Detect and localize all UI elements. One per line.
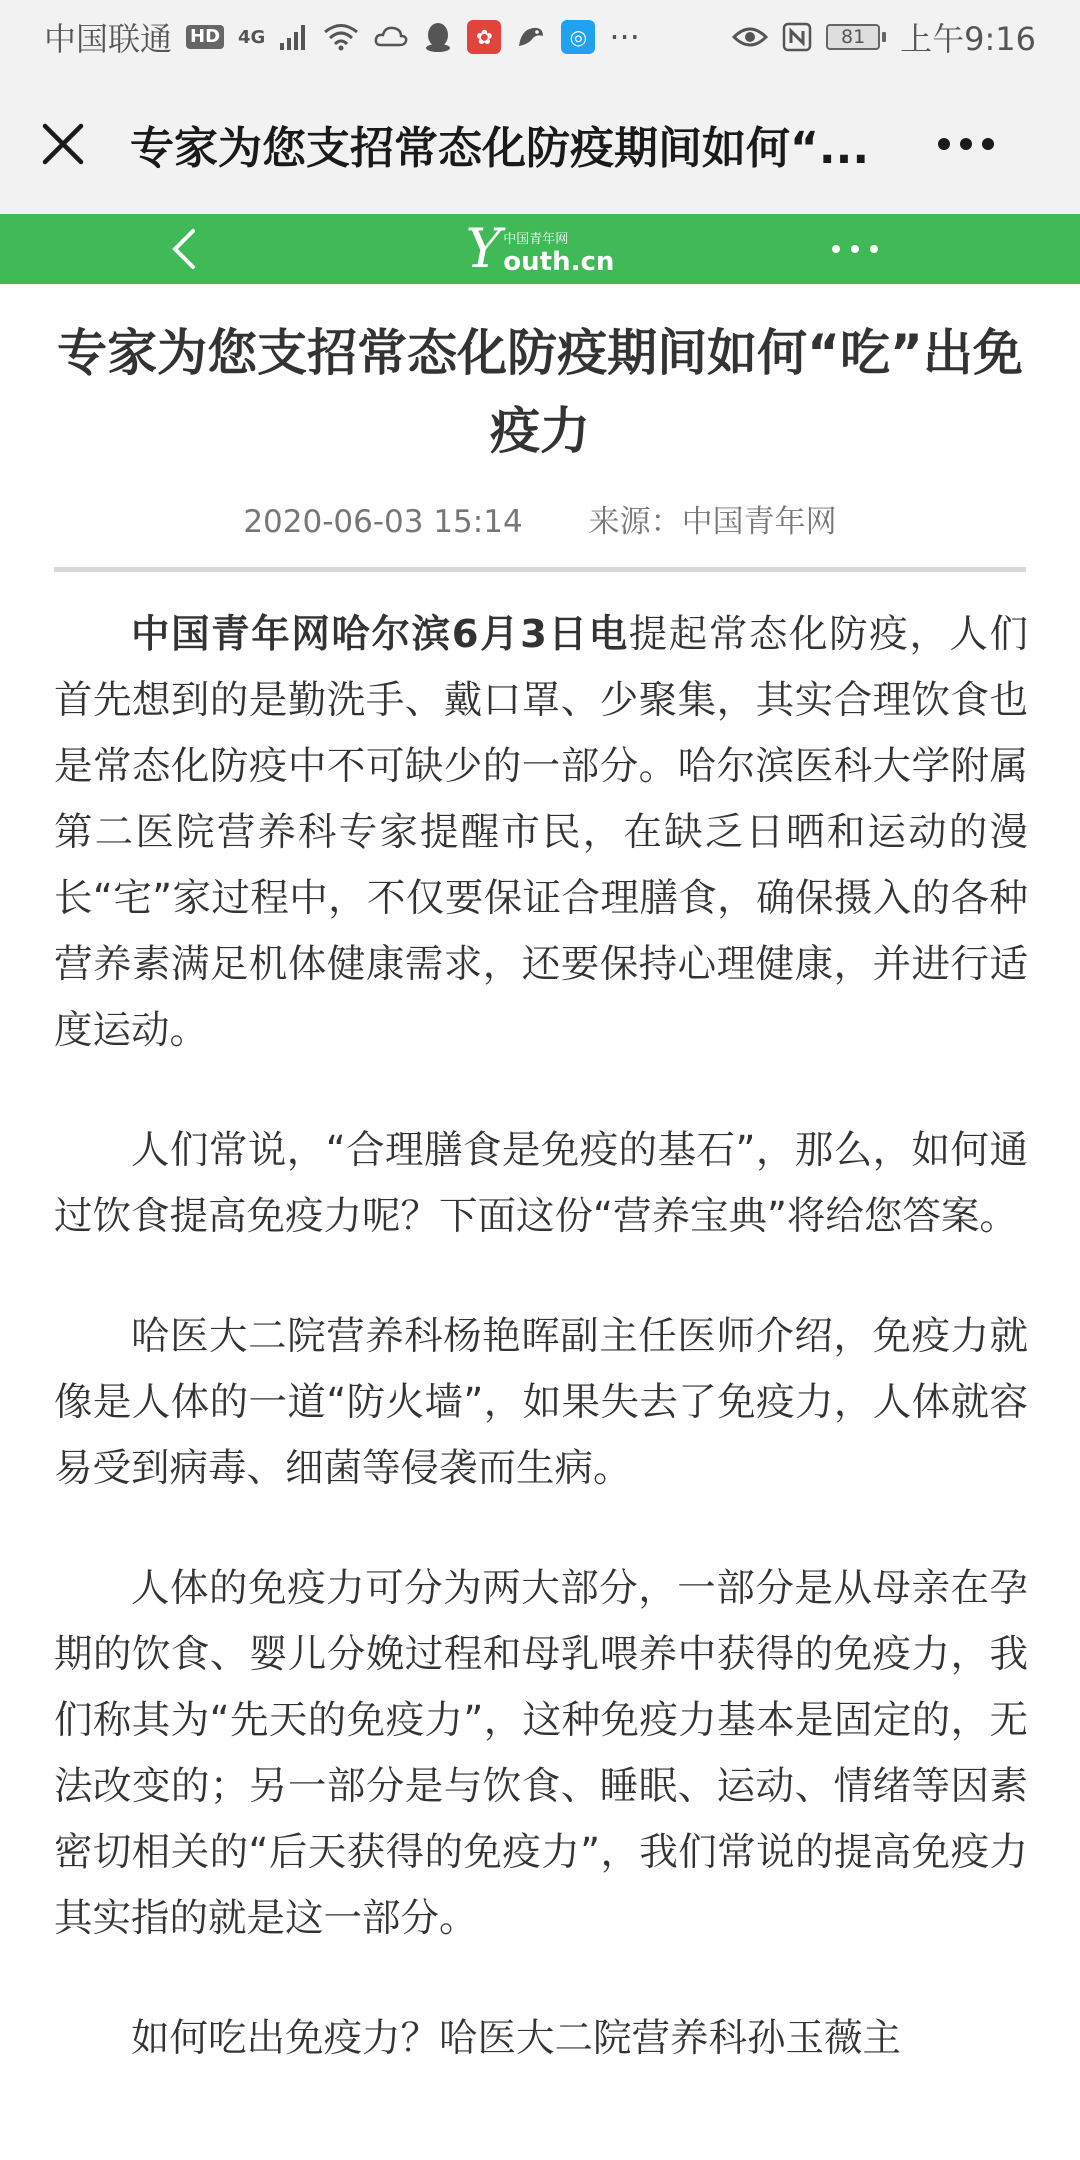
paragraph (54, 1556, 1028, 1952)
wifi-icon (323, 23, 359, 51)
carrier-name: 中国联通 (44, 20, 173, 58)
site-header (0, 214, 1080, 284)
chevron-left-icon (169, 227, 197, 271)
title-bar (0, 74, 1080, 214)
status-left (44, 14, 640, 60)
divider (54, 567, 1026, 572)
logo-letter: Y (465, 217, 502, 280)
eye-icon (732, 25, 768, 49)
signal-icon (279, 23, 309, 51)
paragraph-text: 人体的免疫力可分为两大部分，一部分是从母亲在孕期的饮食、婴儿分娩过程和母乳喂养中获得的免疫力，我们称其为“先天的免疫力”，这种免疫力基本是固定的，无法改变的；另一部分是与饮食、睡眠、运动、情绪等因素密切相关的“后天获得的免疫力”，我们常说的提高免疫力其实指的就是这一部分。 (54, 1566, 1028, 1941)
blue-app-icon: ◎ (561, 20, 595, 54)
paragraph-text: 提起常态化防疫，人们首先想到的是勤洗手、戴口罩、少聚集，其实合理饮食也是常态化防疫中不可缺少的一部分。哈尔滨医科大学附属第二医院营养科专家提醒市民，在缺乏日晒和运动的漫长“宅”家过程中，不仅要保证合理膳食，确保摄入的各种营养素满足机体健康需求，还要保持心理健康，并进行适度运动。 (54, 612, 1028, 1053)
paragraph (54, 602, 1028, 1064)
network-badge: 4G (238, 26, 266, 48)
qq-penguin-icon (423, 21, 453, 53)
more-dots-icon (936, 137, 996, 151)
cloud-icon (373, 23, 409, 51)
logo-chinese-name: 中国青年网 (503, 232, 569, 247)
clock-time: 上午9:16 (900, 20, 1036, 58)
battery-icon (826, 24, 886, 50)
page-title: 专家为您支招常态化防疫期间如何“... (130, 123, 870, 174)
paragraph (54, 2006, 1028, 2072)
red-app-icon: ✿ (467, 20, 501, 54)
hd-badge: HD (186, 25, 224, 49)
more-options-button[interactable] (930, 119, 1002, 169)
more-dots-icon: ··· (609, 18, 640, 56)
site-logo[interactable] (465, 217, 615, 280)
status-bar (0, 0, 1080, 74)
paragraph-text: 哈医大二院营养科杨艳晖副主任医师介绍，免疫力就像是人体的一道“防火墙”，如果失去了免疫力，人体就容易受到病毒、细菌等侵袭而生病。 (54, 1314, 1028, 1491)
more-dots-icon (830, 244, 880, 254)
dateline: 中国青年网哈尔滨6月3日电 (131, 612, 629, 657)
article-headline: 专家为您支招常态化防疫期间如何“吃”出免疫力 (57, 324, 1023, 460)
paragraph-text: 如何吃出免疫力？哈医大二院营养科孙玉薇主 (131, 2016, 902, 2061)
article (0, 284, 1080, 2126)
article-source: 来源：中国青年网 (588, 504, 837, 540)
nfc-icon (782, 22, 812, 52)
article-meta (0, 496, 1080, 541)
close-icon (41, 122, 85, 166)
paragraph-text: 人们常说，“合理膳食是免疫的基石”，那么，如何通过饮食提高免疫力呢？下面这份“营养宝典”将给您答案。 (54, 1128, 1028, 1239)
paragraph (54, 1304, 1028, 1502)
status-right (732, 14, 1036, 60)
article-date: 2020-06-03 15:14 (243, 504, 523, 540)
bird-app-icon (515, 22, 547, 52)
back-button[interactable] (160, 226, 206, 272)
logo-domain: outh.cn (503, 247, 615, 277)
paragraph (54, 1118, 1028, 1250)
close-button[interactable] (38, 119, 88, 169)
site-more-button[interactable] (820, 226, 890, 272)
article-body (54, 602, 1028, 2072)
battery-level: 81 (826, 24, 880, 50)
